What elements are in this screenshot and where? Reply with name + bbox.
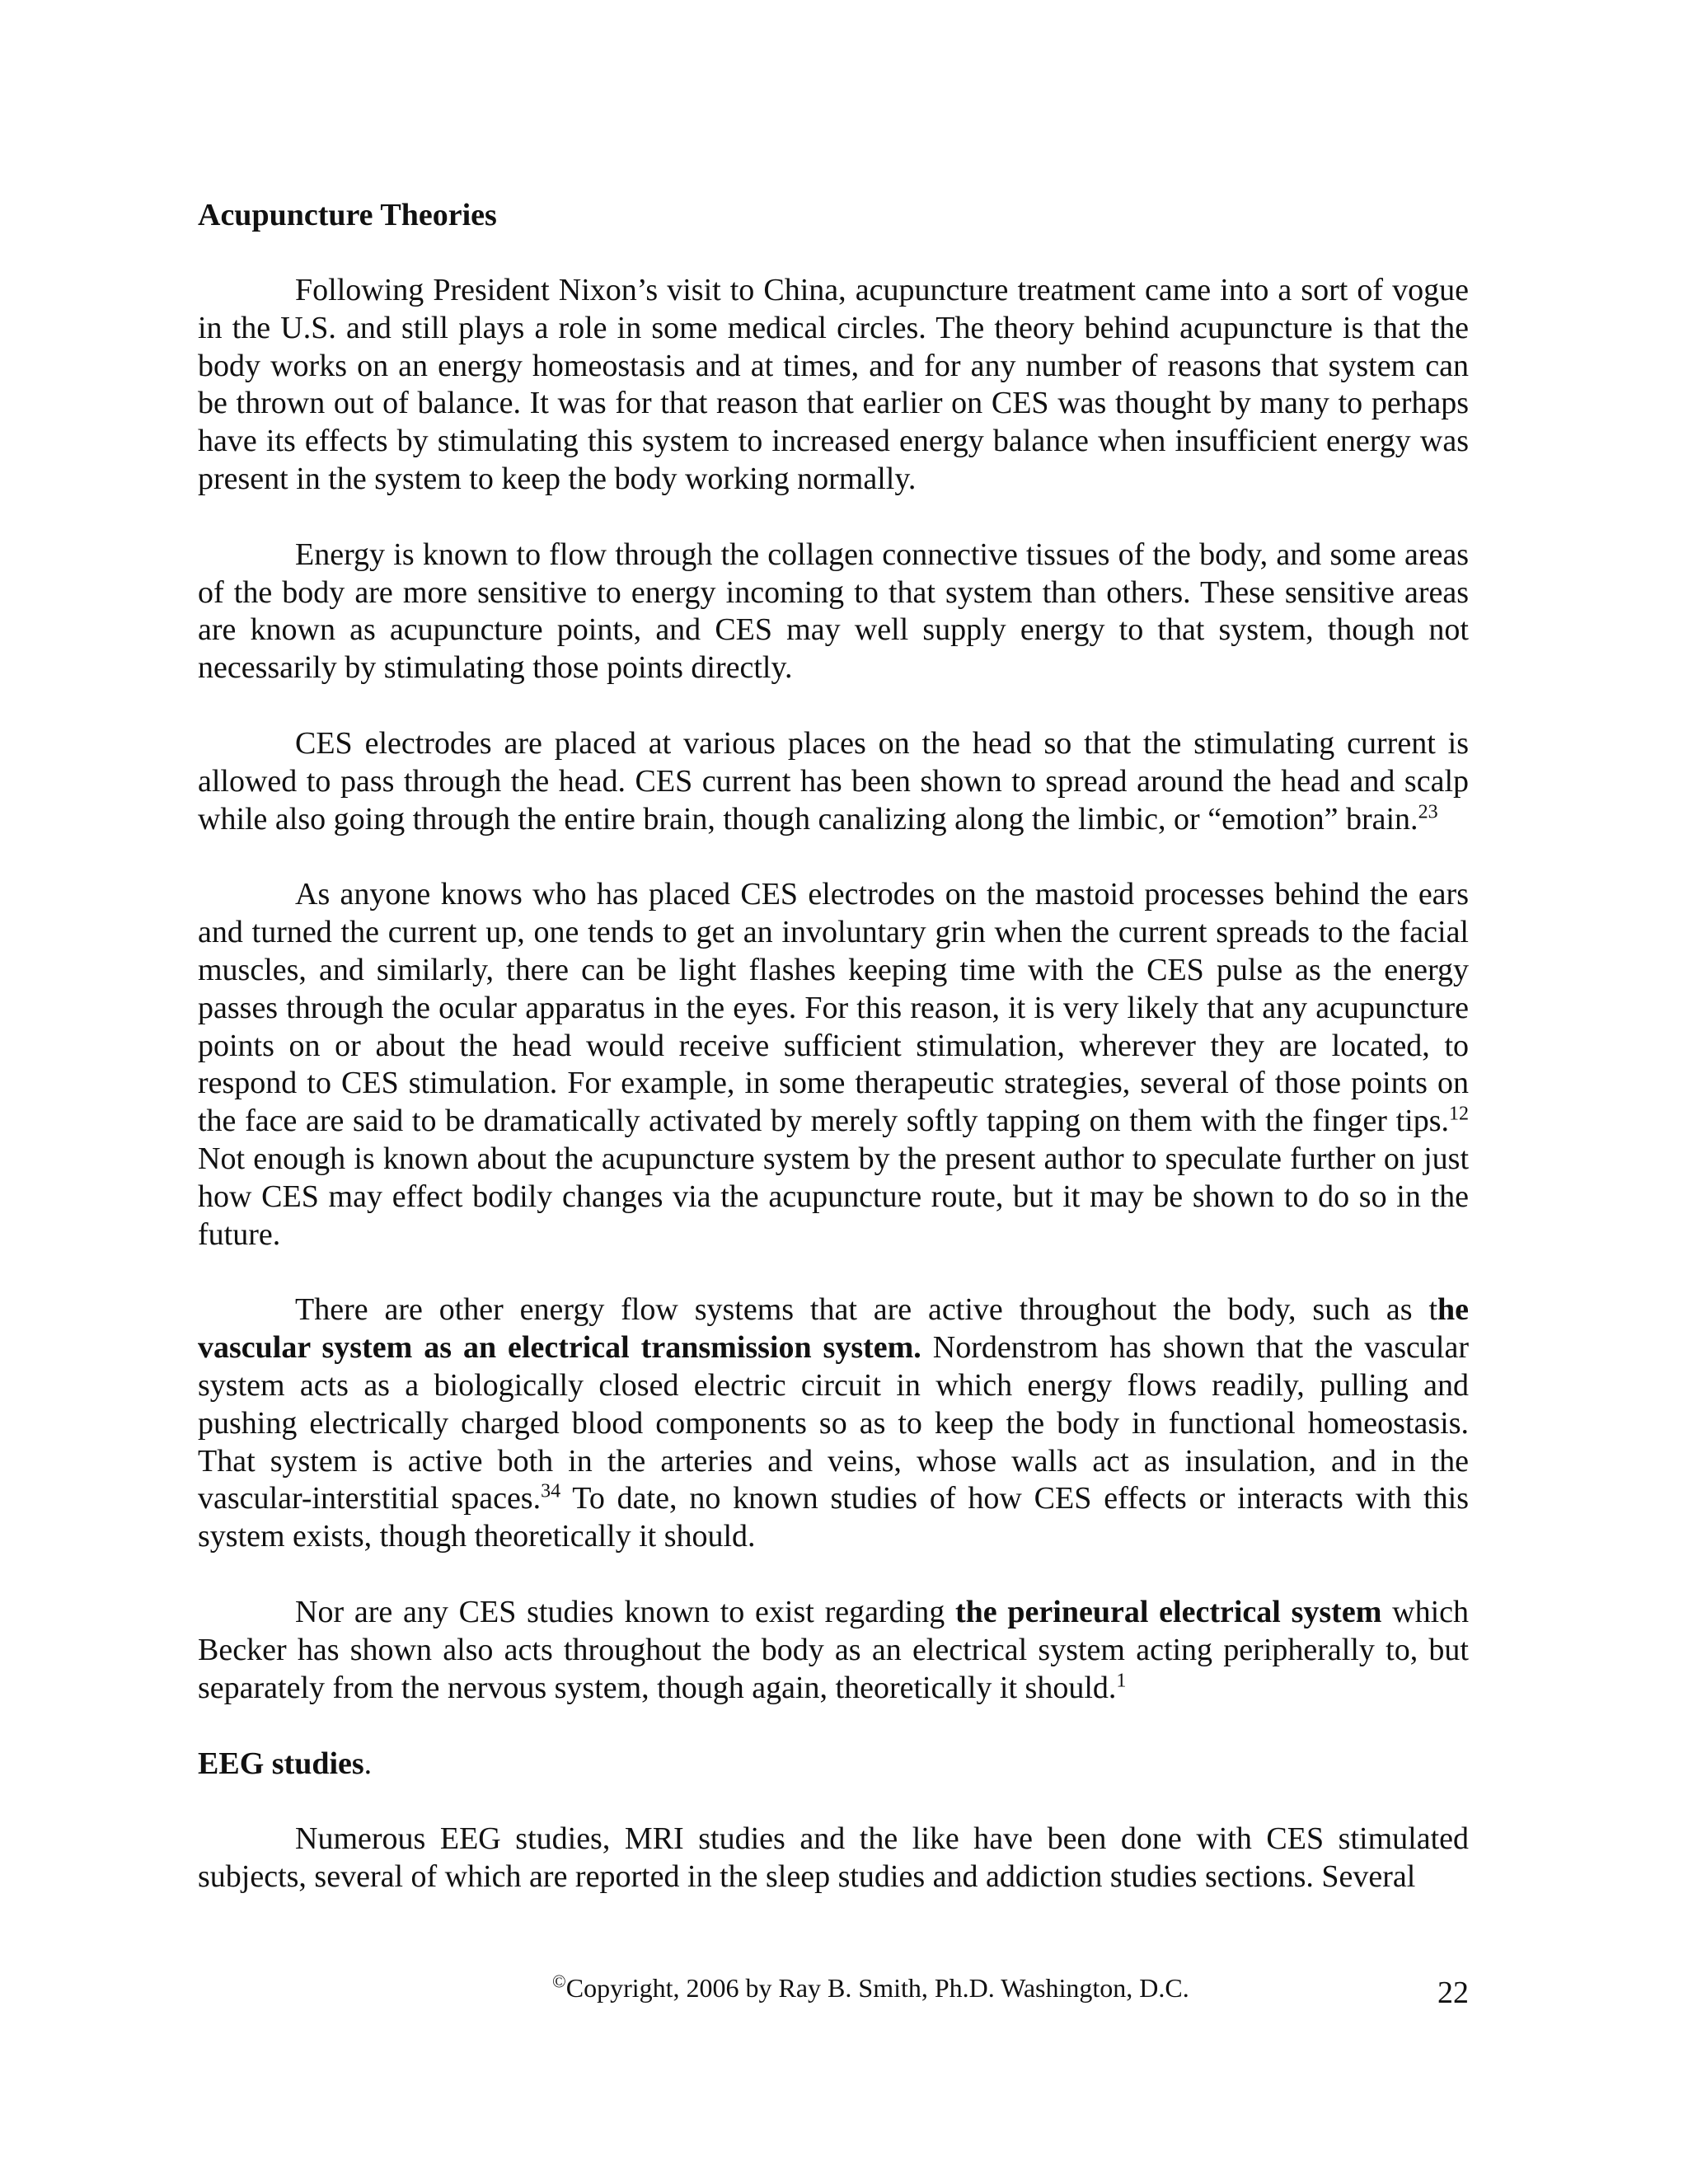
paragraph-5-text-a: There are other energy flow systems that are active throughout the body, such as t xyxy=(295,1292,1437,1328)
section-heading-eeg xyxy=(198,1745,1469,1783)
paragraph-7 xyxy=(198,1821,1469,1896)
paragraph-5 xyxy=(198,1291,1469,1556)
footnote-ref: 12 xyxy=(1449,1103,1469,1125)
paragraph-3-text: CES electrodes are placed at various places on the head so that the stimulating current is allowed to pass through the head. CES current has been shown to spread around the head and scalp while also going through the entire brain, though canalizing along the limbic, or “emotion” brain. xyxy=(198,725,1469,837)
paragraph-3 xyxy=(198,725,1469,838)
paragraph-1-text: Following President Nixon’s visit to China, acupuncture treatment came into a sort of vogue in the U.S. and still plays a role in some medical circles. The theory behind acupuncture is that the body works on an energy homeostasis and at times, and for any number of reasons that system can be thrown out of balance. It was for that reason that earlier on CES was thought by many to perhaps have its effects by stimulating this system to increased energy balance when insufficient energy was present in the system to keep the body working normally. xyxy=(198,273,1469,496)
paragraph-4 xyxy=(198,876,1469,1254)
copyright-notice xyxy=(552,1971,1189,2004)
section-heading-acupuncture xyxy=(198,196,1469,234)
paragraph-6-text-b: which Becker has shown also acts throughout the body as an electrical system acting peripherally to, but separately from the nervous system, though again, theoretically it should. xyxy=(198,1594,1470,1705)
section-heading-text: EEG studies xyxy=(198,1746,364,1782)
footnote-ref: 34 xyxy=(541,1480,561,1502)
document-page xyxy=(198,196,1469,1896)
paragraph-4-text-b: Not enough is known about the acupuncture system by the present author to speculate further on just how CES may effect bodily changes via the acupuncture route, but it may be shown to do so in the future. xyxy=(198,1141,1469,1252)
section-heading-suffix: . xyxy=(363,1746,373,1782)
paragraph-5-text-b: Nordenstrom has shown that the vascular system acts as a biologically closed electric circuit in which energy flows readily, pulling and pushing electrically charged blood components so as to keep the body in functional homeostasis. That system is active both in the arteries and veins, whose walls act as insulation, and in the vascular-interstitial spaces. xyxy=(198,1330,1469,1516)
paragraph-2 xyxy=(198,537,1469,687)
paragraph-6-bold-phrase: the perineural electrical system xyxy=(954,1594,1382,1629)
paragraph-1 xyxy=(198,272,1469,499)
page-number: 22 xyxy=(1437,1975,1469,2010)
copyright-text: Copyright, 2006 by Ray B. Smith, Ph.D. Washington, D.C. xyxy=(565,1973,1189,2003)
paragraph-6-text-a: Nor are any CES studies known to exist regarding xyxy=(295,1594,955,1629)
footnote-ref: 23 xyxy=(1418,800,1438,823)
section-heading-text: Acupuncture Theories xyxy=(198,198,497,232)
paragraph-5-text-c: To date, no known studies of how CES effects or interacts with this system exists, though theoretically it should. xyxy=(198,1481,1469,1554)
page-footer xyxy=(198,1971,1469,2013)
paragraph-6 xyxy=(198,1594,1469,1707)
paragraph-7-text: Numerous EEG studies, MRI studies and the like have been done with CES stimulated subjects, several of which are reported in the sleep studies and addiction studies sections. Several xyxy=(198,1821,1469,1895)
footnote-ref: 1 xyxy=(1116,1669,1127,1691)
paragraph-2-text: Energy is known to flow through the collagen connective tissues of the body, and some areas of the body are more sensitive to energy incoming to that system than others. These sensitive areas are known as acupuncture points, and CES may well supply energy to that system, though not necessarily by stimulating those points directly. xyxy=(198,537,1469,686)
copyright-symbol: © xyxy=(552,1971,566,1992)
paragraph-4-text-a: As anyone knows who has placed CES electrodes on the mastoid processes behind the ears and turned the current up, one tends to get an involuntary grin when the current spreads to the facial muscles, and similarly, there can be light flashes keeping time with the CES pulse as the energy passes through the ocular apparatus in the eyes. For this reason, it is very likely that any acupuncture points on or about the head would receive sufficient stimulation, wherever they are located, to respond to CES stimulation. For example, in some therapeutic strategies, several of those points on the face are said to be dramatically activated by merely softly tapping on them with the finger tips. xyxy=(198,877,1469,1139)
paragraph-5-bold-phrase: he vascular system as an electrical transmission system. xyxy=(198,1292,1469,1366)
